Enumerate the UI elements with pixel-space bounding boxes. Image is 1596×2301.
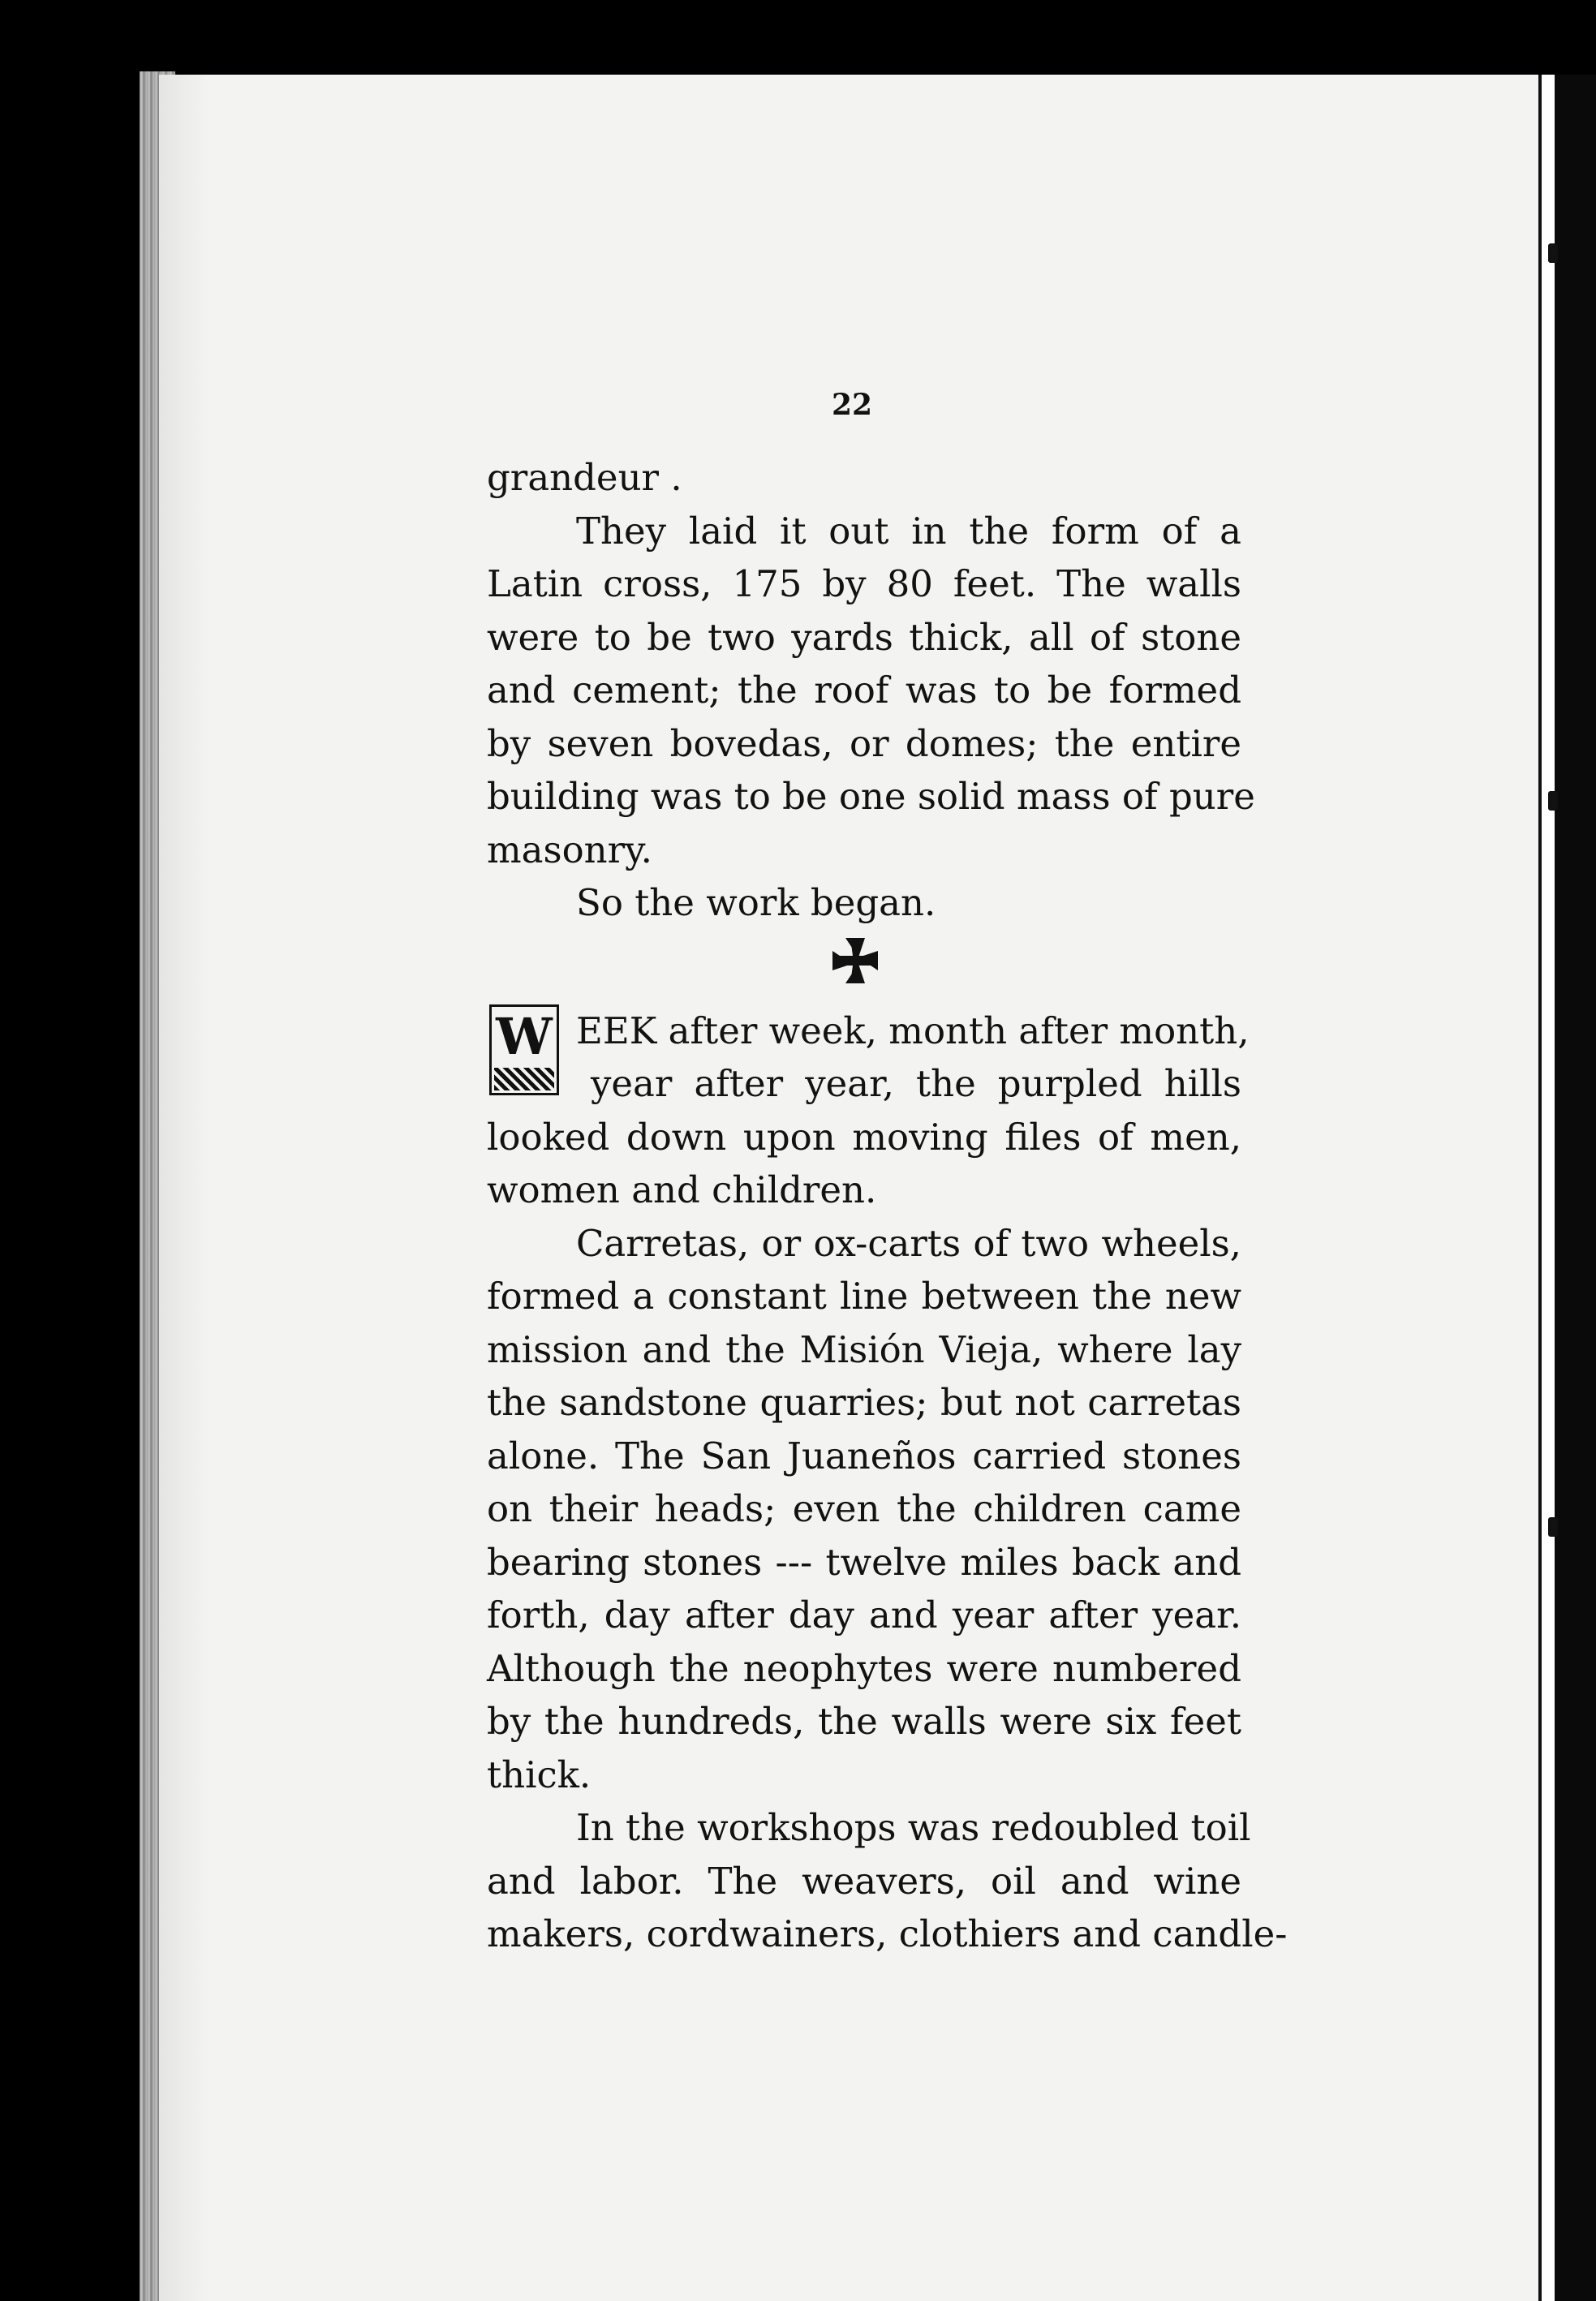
scan-border [1555,75,1596,2301]
text-line: looked down upon moving files of men, [487,1115,1241,1159]
text-line: Latin cross, 175 by 80 feet. The walls [487,562,1241,605]
text-line: were to be two yards thick, all of stone [487,615,1241,659]
text-line: mission and the Misión Vieja, where lay [487,1327,1241,1371]
page-number: 22 [831,388,873,422]
text-line: thick. [487,1753,592,1796]
text-line: by seven bovedas, or domes; the entire [487,721,1241,765]
cross-pattee-icon [829,935,881,987]
text-line: Carretas, or ox-carts of two wheels, [576,1221,1241,1265]
text-line: year after year, the purpled hills [591,1062,1241,1105]
text-line: Although the neophytes were numbered [487,1646,1241,1690]
text-line: the sandstone quarries; but not carretas [487,1381,1241,1424]
text-line: makers, cordwainers, clothiers and candle- [487,1912,1288,1955]
text-line: So the work began. [576,881,936,924]
text-line: by the hundreds, the walls were six feet [487,1700,1241,1743]
text-line: grandeur . [487,456,682,499]
text-line: formed a constant line between the new [487,1275,1241,1318]
text-line: forth, day after day and year after year. [487,1593,1241,1637]
text-line: and cement; the roof was to be formed [487,669,1241,712]
edge-mark [1548,791,1558,811]
text-line: and labor. The weavers, oil and wine [487,1859,1241,1903]
text-line: bearing stones --- twelve miles back and [487,1540,1241,1584]
text-line: EEK after week, month after month, [576,1009,1250,1052]
drop-cap [489,1004,559,1095]
text-line: masonry. [487,828,652,871]
text-line: alone. The San Juaneños carried stones [487,1434,1241,1477]
body-text [487,381,1288,1961]
text-line: They laid it out in the form of a [576,509,1241,553]
text-line: on their heads; even the children came [487,1487,1241,1530]
drop-cap-pattern [494,1068,554,1090]
drop-cap-letter: W [496,1007,553,1066]
text-line: women and children. [487,1168,877,1211]
edge-mark [1548,243,1558,263]
edge-mark [1548,1517,1558,1537]
text-line: In the workshops was redoubled toil [576,1806,1251,1849]
text-line: building was to be one solid mass of pure [487,775,1255,818]
